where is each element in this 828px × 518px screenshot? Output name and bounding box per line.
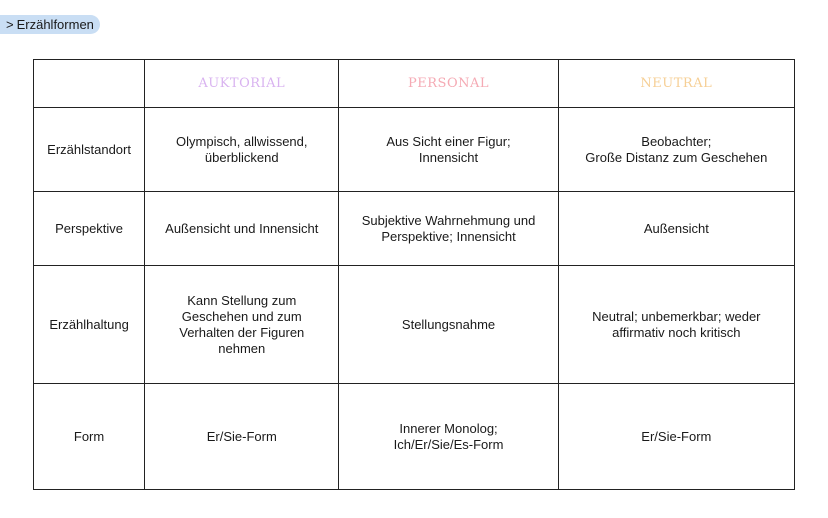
row-label: Perspektive [34, 191, 145, 266]
cell-neutral: Beobachter; Große Distanz zum Geschehen [558, 108, 794, 192]
table-row [34, 191, 795, 266]
row-label: Erzählstandort [34, 108, 145, 192]
header-auktorial: AUKTORIAL [145, 60, 339, 108]
table-row [34, 108, 795, 192]
row-label: Form [34, 384, 145, 490]
header-personal: PERSONAL [339, 60, 558, 108]
cell-personal: Aus Sicht einer Figur; Innensicht [339, 108, 558, 192]
table-row [34, 384, 795, 490]
table-row [34, 266, 795, 384]
cell-auktorial: Er/Sie-Form [145, 384, 339, 490]
cell-auktorial: Olympisch, allwissend, überblickend [145, 108, 339, 192]
narrative-forms-table [33, 59, 795, 490]
table-header-row [34, 60, 795, 108]
cell-neutral: Neutral; unbemerkbar; weder affirmativ noch kritisch [558, 266, 794, 384]
chevron-right-icon: > [6, 17, 14, 32]
cell-personal: Stellungsnahme [339, 266, 558, 384]
breadcrumb-label: Erzählformen [16, 17, 94, 32]
cell-neutral: Er/Sie-Form [558, 384, 794, 490]
breadcrumb[interactable] [0, 15, 100, 34]
row-label: Erzählhaltung [34, 266, 145, 384]
cell-auktorial: Außensicht und Innensicht [145, 191, 339, 266]
cell-personal: Innerer Monolog; Ich/Er/Sie/Es-Form [339, 384, 558, 490]
cell-neutral: Außensicht [558, 191, 794, 266]
cell-auktorial: Kann Stellung zum Geschehen und zum Verhalten der Figuren nehmen [145, 266, 339, 384]
cell-personal: Subjektive Wahrnehmung und Perspektive; Innensicht [339, 191, 558, 266]
header-empty-cell [34, 60, 145, 108]
header-neutral: NEUTRAL [558, 60, 794, 108]
